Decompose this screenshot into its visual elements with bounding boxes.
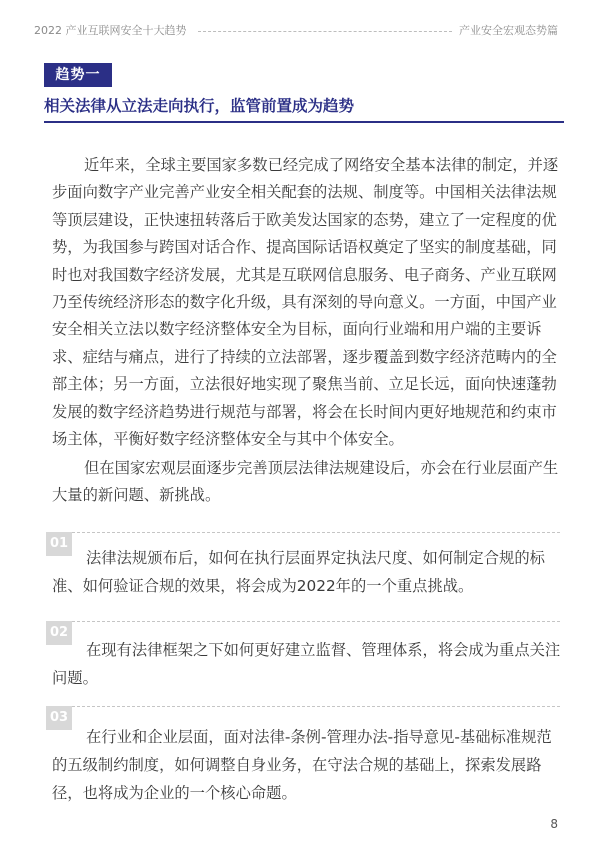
item-divider — [72, 621, 560, 622]
header-divider — [198, 31, 452, 32]
body-paragraph-2 — [52, 455, 564, 510]
item-number-badge: 03 — [46, 706, 72, 730]
page-number: 8 — [550, 817, 558, 831]
trend-badge: 趋势一 — [44, 63, 112, 87]
item-text-1 — [52, 544, 564, 600]
header-section: 产业安全宏观态势篇 — [459, 24, 558, 37]
item-text: 在行业和企业层面，面对法律-条例-管理办法-指导意见-基础标准规范的五级制约制度，如何调整自身业务，在守法合规的基础上，探索发展路径，也将成为企业的一个核心命题。 — [52, 728, 552, 802]
item-text-2 — [52, 636, 564, 692]
paragraph-text: 但在国家宏观层面逐步完善顶层法律法规建设后，亦会在行业层面产生大量的新问题、新挑战。 — [52, 459, 559, 505]
item-divider — [72, 706, 560, 707]
title-underline — [44, 121, 564, 123]
header-title: 2022 产业互联网安全十大趋势 — [34, 24, 187, 37]
trend-title: 相关法律从立法走向执行，监管前置成为趋势 — [44, 97, 355, 115]
item-divider — [72, 532, 560, 533]
item-text-3 — [52, 723, 564, 807]
body-paragraph-1 — [52, 152, 564, 453]
paragraph-text: 近年来，全球主要国家多数已经完成了网络安全基本法律的制定，并逐步面向数字产业完善产业安全相关配套的法规、制度等。中国相关法律法规等顶层建设，正快速扭转落后于欧美发达国家的态势，建立了一定程度的优势，为我国参与跨国对话合作、提高国际话语权奠定了坚实的制度基础，同时也对我国数字经济发展，尤其是互联网信息服务、电子商务、产业互联网乃至传统经济形态的数字化升级，具有深刻的导向意义。一方面，中国产业安全相关立法以数字经济整体安全为目标，面向行业端和用户端的主要诉求、症结与痛点，进行了持续的立法部署，逐步覆盖到数字经济范畴内的全部主体；另一方面，立法很好地实现了聚焦当前、立足长远，面向快速蓬勃发展的数字经济趋势进行规范与部署，将会在长时间内更好地规范和约束市场主体，平衡好数字经济整体安全与其中个体安全。 — [52, 156, 559, 449]
item-number-badge: 02 — [46, 621, 72, 645]
item-text: 在现有法律框架之下如何更好建立监督、管理体系，将会成为重点关注问题。 — [52, 641, 561, 687]
item-text: 法律法规颁布后，如何在执行层面界定执法尺度、如何制定合规的标准、如何验证合规的效果，将会成为2022年的一个重点挑战。 — [52, 549, 545, 595]
item-number-badge: 01 — [46, 532, 72, 556]
